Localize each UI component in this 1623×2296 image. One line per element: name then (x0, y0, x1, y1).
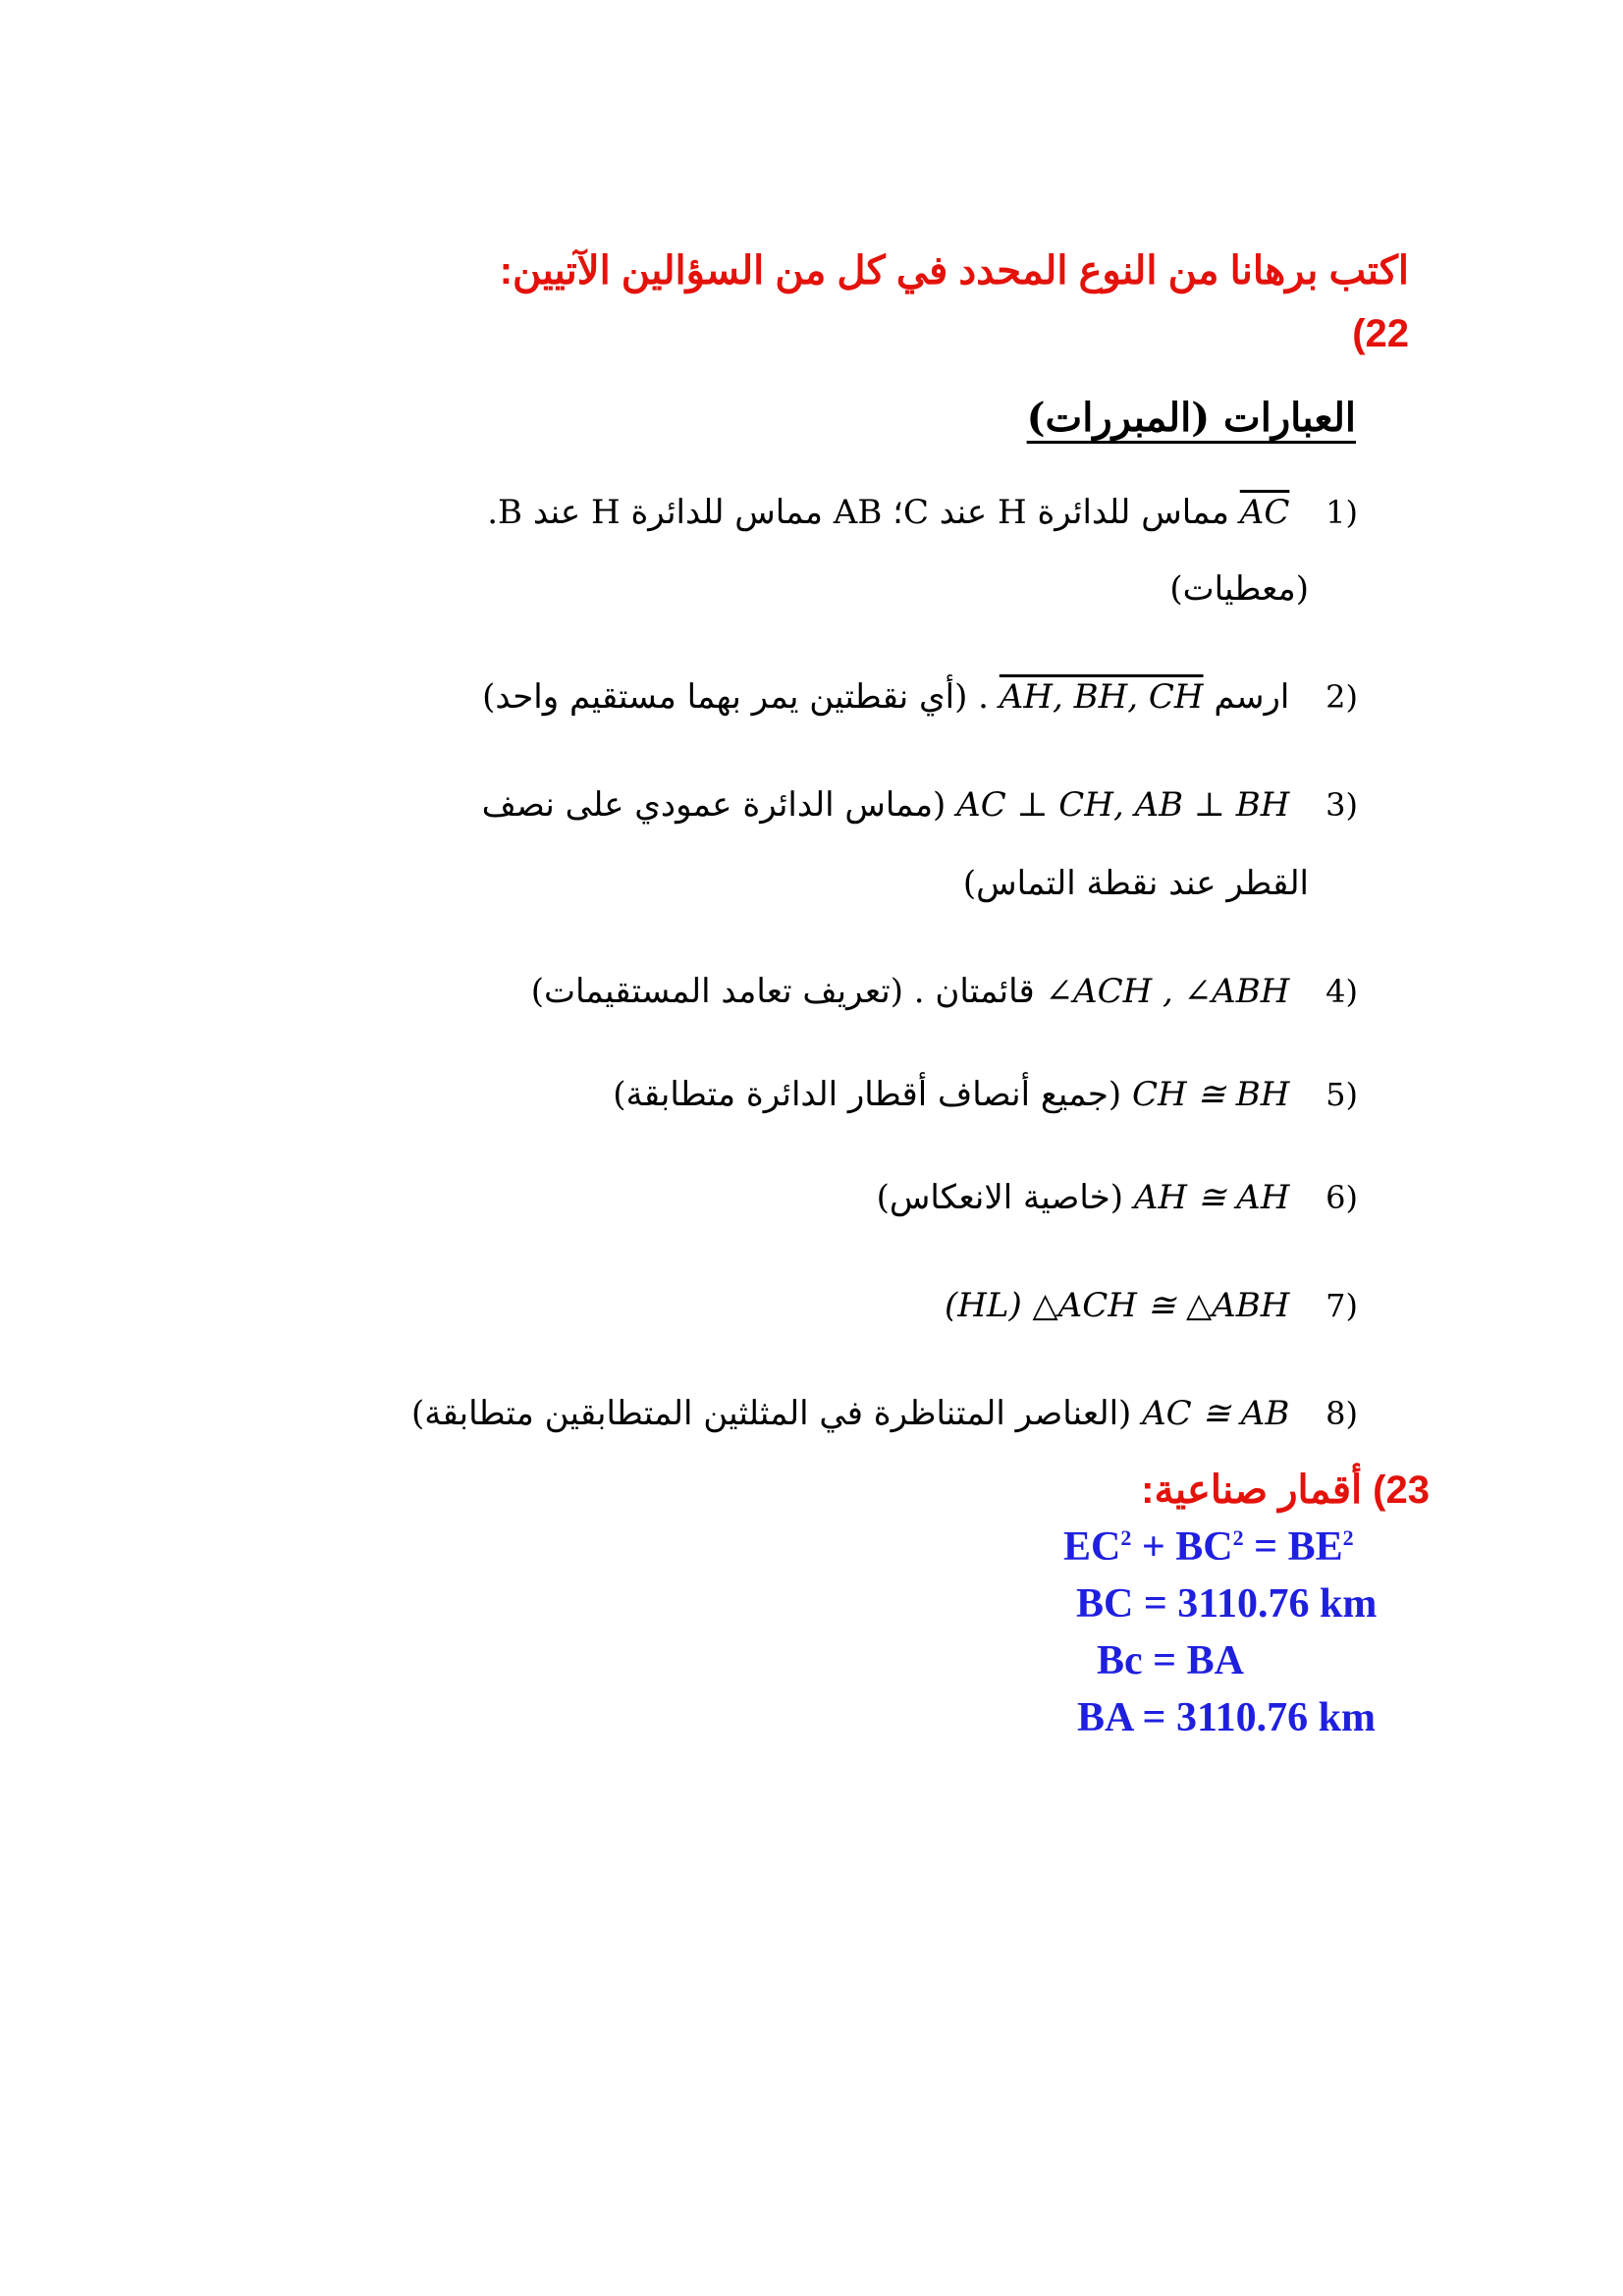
formula-bc-value: BC = 3110.76 km (1076, 1581, 1378, 1627)
statement-1: (1 $\overline{AC}$ مماس للدائرة H عند C؛ AB مماس للدائرة H عند B. (487, 493, 1358, 532)
statements-heading: العبارات (المبررات) (1026, 395, 1356, 441)
statement-5: (5 CH ≅ BH (جميع أنصاف أقطار الدائرة متطابقة) (613, 1075, 1358, 1114)
formula-bc-equals-ba: Bc = BA (1097, 1638, 1244, 1683)
question-23-label: 23) أقمار صناعية: (1141, 1468, 1430, 1512)
formula-ba-value: BA = 3110.76 km (1077, 1695, 1376, 1740)
formula-pythagoras: $EC^2 + BC^2 = BE^2$ (1063, 1524, 1354, 1570)
question-title: اكتب برهانا من النوع المحدد في كل من السؤالين الآتيين: (499, 249, 1409, 293)
statement-3-reason: القطر عند نقطة التماس) (962, 864, 1309, 903)
statement-7: (7 (HL) △ACH ≅ △ABH (944, 1286, 1358, 1325)
statement-3: (3 AC ⊥ CH, AB ⊥ BH (مماس الدائرة عمودي على نصف (481, 785, 1358, 825)
statement-8: (8 AC ≅ AB (العناصر المتناظرة في المثلثين المتطابقين متطابقة) (410, 1394, 1358, 1433)
statement-6: (6 AH ≅ AH (خاصية الانعكاس) (876, 1178, 1358, 1217)
question-22-label: (22 (1352, 312, 1409, 355)
statement-4: (4 ∠ACH , ∠ABH قائمتان . (تعريف تعامد المستقيمات) (530, 972, 1358, 1011)
statement-2: (2 ارسم AH, BH, CH . (أي نقطتين يمر بهما مستقيم واحد) (482, 677, 1358, 717)
statement-1-reason: (معطيات) (1169, 569, 1309, 609)
